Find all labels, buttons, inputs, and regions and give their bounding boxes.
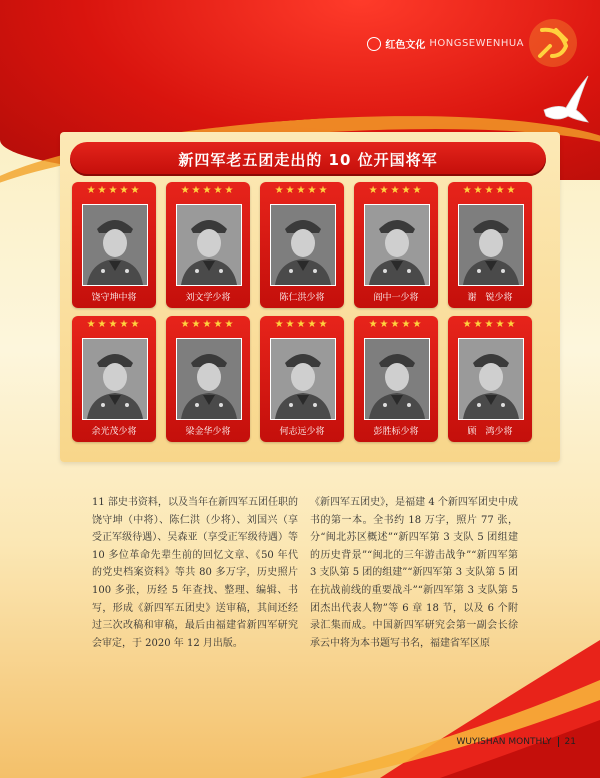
star-row: ★★★★★: [86, 319, 142, 330]
panel-title: 新四军老五团走出的 10 位开国将军: [70, 142, 546, 176]
general-portrait: [364, 338, 430, 420]
general-name: 陈仁洪少将: [279, 293, 325, 303]
general-card: [448, 316, 532, 442]
generals-grid: [72, 182, 542, 442]
star-row: ★★★★★: [274, 185, 330, 196]
general-portrait: [458, 204, 524, 286]
general-portrait: [270, 204, 336, 286]
star-row: ★★★★★: [462, 185, 518, 196]
magazine-name: WUYISHAN MONTHLY: [456, 737, 552, 747]
general-name: 饶守坤中将: [91, 293, 137, 303]
dove-icon: [536, 70, 592, 134]
general-portrait: [270, 338, 336, 420]
brand-cn: 红色文化: [385, 40, 426, 51]
general-name: 刘文学少将: [185, 293, 231, 303]
page-number: 21: [564, 737, 576, 747]
general-card: [354, 316, 438, 442]
party-emblem-icon: [526, 16, 580, 70]
general-card: [72, 182, 156, 308]
page-footer: [457, 737, 577, 747]
star-row: ★★★★★: [368, 319, 424, 330]
brand: [367, 36, 524, 51]
general-card: [354, 182, 438, 308]
general-portrait: [364, 204, 430, 286]
general-portrait: [176, 338, 242, 420]
star-row: ★★★★★: [462, 319, 518, 330]
general-portrait: [176, 204, 242, 286]
general-card: [166, 182, 250, 308]
star-row: ★★★★★: [274, 319, 330, 330]
general-card: [260, 182, 344, 308]
general-name: 梁金华少将: [185, 427, 231, 437]
body-column-right: 《新四军五团史》，是福建 4 个新四军团史中成书的第一本。全书约 18 万字，照片 77 张，分“闽北苏区概述”“新四军第 3 支队 5 团组建的历史背景”“闽北的三年游击战争”“新四军第 3 支队第 5 团的组建”“新四军第 3 支队第 5 团在抗战前线的重要战斗”“新四军第 3 支队第 5 团杰出代表人物”等 6 章 18 节，以及 6 个附录汇集而成。中国新四军研究会第一副会长徐承云中将为本书题写书名，福建省军区原: [310, 497, 518, 649]
star-row: ★★★★★: [180, 185, 236, 196]
general-name: 余光茂少将: [91, 427, 137, 437]
star-row: ★★★★★: [180, 319, 236, 330]
general-card: [448, 182, 532, 308]
brand-en: HONGSEWENHUA: [429, 38, 524, 49]
general-card: [260, 316, 344, 442]
general-name: 顾 鸿少将: [467, 427, 513, 437]
general-name: 谢 锐少将: [467, 293, 513, 303]
general-card: [166, 316, 250, 442]
general-portrait: [82, 204, 148, 286]
body-column-left: 11 部史书资料，以及当年在新四军五团任职的饶守坤（中将）、陈仁洪（少将）、刘国兴（享受正军级待遇）、吴森亚（享受正军级待遇）等 10 多位革命先辈生前的回忆文章、《50 年代的党史档案资料》等共 80 多万字，历史照片 100 多张，历经 5 年查找、整理、编辑、书写，形成《新四军五团史》送审稿，其间还经过三次改稿和审稿，最后由福建省新四军研究会审定，于 2020 年 12 月出版。: [92, 497, 298, 649]
star-row: ★★★★★: [368, 185, 424, 196]
star-row: ★★★★★: [86, 185, 142, 196]
general-name: 阎中一少将: [373, 293, 419, 303]
general-card: [72, 316, 156, 442]
general-portrait: [82, 338, 148, 420]
general-name: 何志远少将: [279, 427, 325, 437]
brand-logo-icon: [367, 37, 381, 51]
general-name: 彭胜标少将: [373, 427, 419, 437]
footer-divider: [558, 737, 559, 747]
general-portrait: [458, 338, 524, 420]
footer-wave: [0, 600, 600, 778]
